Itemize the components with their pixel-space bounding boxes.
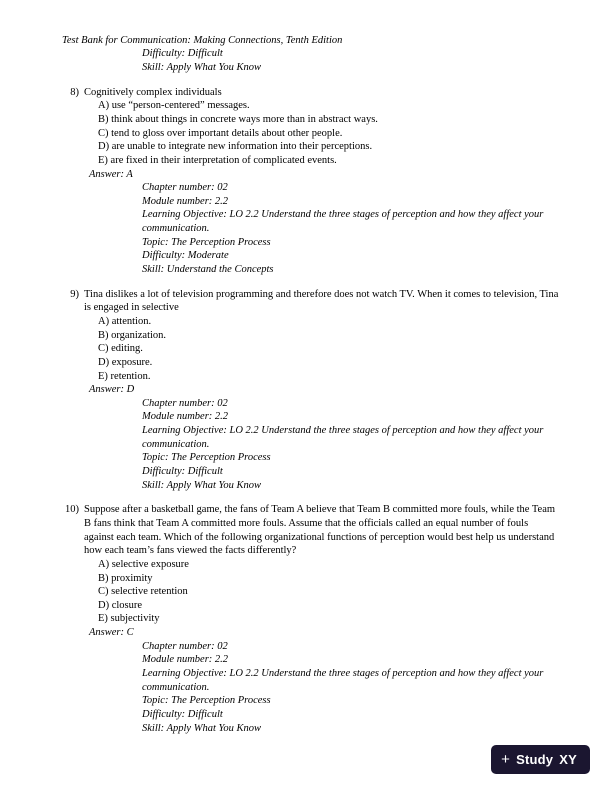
detail-module-number: Module number: 2.2: [142, 195, 229, 207]
detail-skill: Skill: Understand the Concepts: [142, 264, 274, 276]
detail-learning-objective: Learning Objective: LO 2.2 Understand the three stages of perception and how they affect your: [142, 209, 544, 221]
detail-module-number: Module number: 2.2: [142, 411, 229, 423]
question-number: 8): [70, 86, 79, 98]
choice-b: B) think about things in concrete ways more than in abstract ways.: [98, 114, 378, 125]
choice-d: D) closure: [98, 599, 143, 611]
detail-learning-objective-cont: communication.: [142, 438, 210, 450]
detail-difficulty: Difficulty: Moderate: [142, 250, 229, 262]
question-stem: Cognitively complex individuals: [84, 86, 222, 98]
detail-chapter-number: Chapter number: 02: [142, 182, 228, 194]
answer-line: Answer: A: [89, 168, 133, 180]
question-stem: Suppose after a basketball game, the fans of Team A believe that Team B committed more fouls, while the Team B fans think that Team A committed more fouls. Assume that the officials called an equal number of fouls against each team. Which of the following organizational functions of perception would best help us understand how each team’s fans viewed the facts differently?: [84, 504, 556, 557]
detail-topic: Topic: The Perception Process: [142, 452, 271, 464]
choice-a: A) selective exposure: [98, 558, 189, 570]
answer-line: Answer: C: [89, 627, 134, 639]
detail-chapter-number: Chapter number: 02: [142, 640, 228, 652]
detail-learning-objective-cont: communication.: [142, 223, 210, 235]
choice-c: C) selective retention: [98, 586, 188, 598]
watermark-xy-text: XY: [559, 752, 577, 767]
choice-e: E) are fixed in their interpretation of complicated events.: [98, 154, 337, 166]
detail-topic: Topic: The Perception Process: [142, 236, 271, 248]
studyxy-watermark: [491, 745, 590, 774]
page-header: Test Bank for Communication: Making Connections, Tenth Edition: [62, 35, 343, 46]
choice-c: C) editing.: [98, 343, 143, 355]
detail-learning-objective: Learning Objective: LO 2.2 Understand the three stages of perception and how they affect your: [142, 667, 544, 679]
choice-d: D) are unable to integrate new information into their perceptions.: [98, 141, 373, 153]
question-block: [62, 503, 560, 735]
plus-icon: +: [501, 751, 511, 768]
answer-line: Answer: D: [89, 384, 135, 396]
detail-learning-objective-cont: communication.: [142, 681, 210, 693]
top-meta-skill: Skill: Apply What You Know: [142, 62, 262, 74]
top-meta-difficulty: Difficulty: Difficult: [142, 48, 223, 60]
detail-learning-objective: Learning Objective: LO 2.2 Understand the three stages of perception and how they affect your: [142, 425, 544, 437]
choice-e: E) retention.: [98, 370, 151, 382]
detail-skill: Skill: Apply What You Know: [142, 722, 262, 734]
choice-a: A) use “person-centered” messages.: [98, 100, 250, 112]
question-number: 9): [70, 288, 79, 300]
question-block: [62, 86, 560, 277]
choice-d: D) exposure.: [98, 356, 153, 368]
detail-difficulty: Difficulty: Difficult: [142, 708, 223, 720]
question-stem-row: [62, 86, 560, 100]
question-stem-row: [62, 288, 560, 315]
question-stem-row: [62, 503, 560, 558]
choice-b: B) proximity: [98, 572, 153, 584]
watermark-study-text: Study: [516, 752, 554, 767]
detail-difficulty: Difficulty: Difficult: [142, 466, 223, 478]
question-number: 10): [65, 504, 79, 516]
choice-e: E) subjectivity: [98, 613, 160, 625]
choice-c: C) tend to gloss over important details about other people.: [98, 127, 343, 139]
choice-b: B) organization.: [98, 329, 167, 341]
detail-skill: Skill: Apply What You Know: [142, 479, 262, 491]
question-block: [62, 288, 560, 493]
detail-module-number: Module number: 2.2: [142, 654, 229, 666]
question-stem: Tina dislikes a lot of television programming and therefore does not watch TV. When it comes to television, Tina is engaged in selective: [84, 288, 559, 314]
detail-chapter-number: Chapter number: 02: [142, 397, 228, 409]
choice-a: A) attention.: [98, 315, 152, 327]
detail-topic: Topic: The Perception Process: [142, 695, 271, 707]
